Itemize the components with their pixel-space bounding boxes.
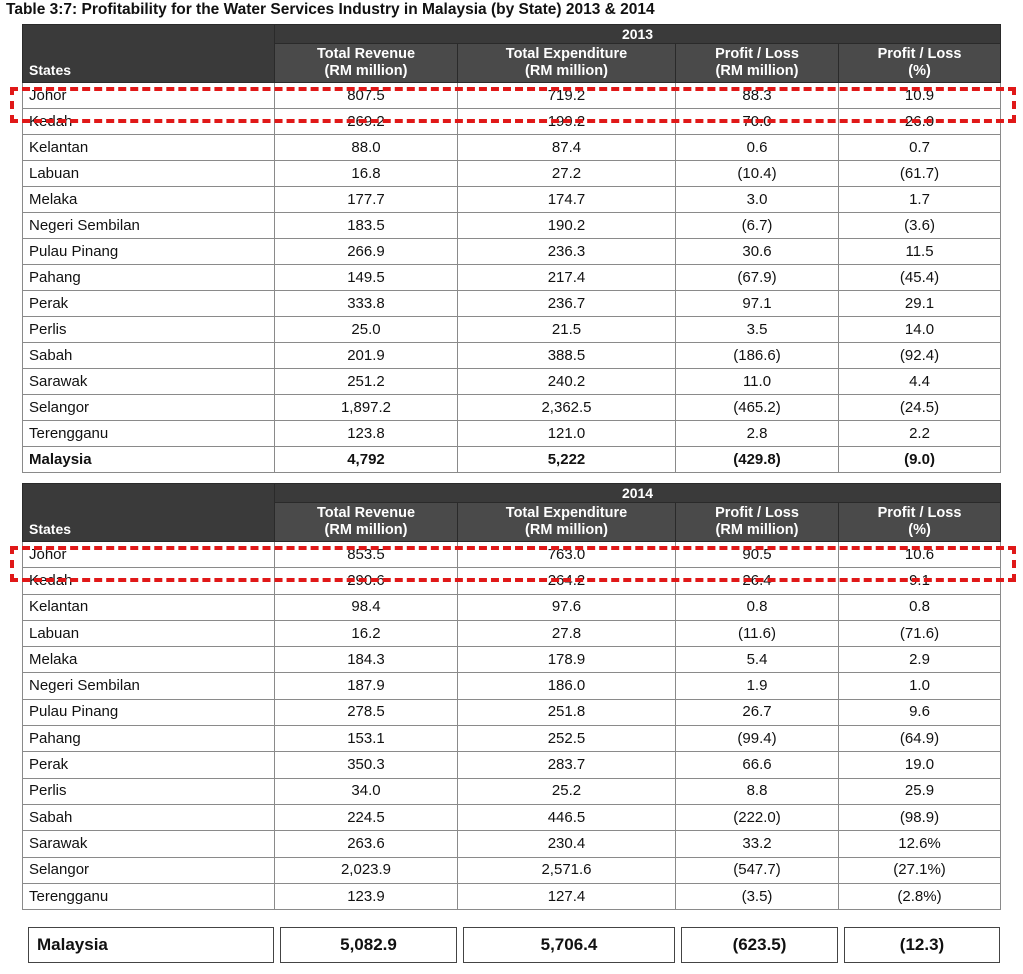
revenue-cell: 333.8 [275, 291, 458, 317]
revenue-cell: 224.5 [275, 804, 458, 830]
profit-rm-cell: 33.2 [676, 831, 839, 857]
profit-rm-cell: 1.9 [676, 673, 839, 699]
profit-pct-cell: 12.6% [839, 831, 1001, 857]
expenditure-cell: 186.0 [458, 673, 676, 699]
profit-rm-cell: 2.8 [676, 421, 839, 447]
table-row [23, 594, 1001, 620]
expenditure-cell: 264.2 [458, 568, 676, 594]
expenditure-header: Total Expenditure (RM million) [458, 44, 676, 83]
table-row [23, 187, 1001, 213]
table-row [23, 883, 1001, 909]
table-row [23, 317, 1001, 343]
expenditure-cell: 174.7 [458, 187, 676, 213]
expenditure-cell: 446.5 [458, 804, 676, 830]
profit-pct-header: Profit / Loss (%) [839, 44, 1001, 83]
profit-pct-cell: 4.4 [839, 369, 1001, 395]
profit-rm-cell: 30.6 [676, 239, 839, 265]
table-row [23, 542, 1001, 568]
profit-pct-cell: (98.9) [839, 804, 1001, 830]
revenue-cell: 34.0 [275, 778, 458, 804]
revenue-cell: 177.7 [275, 187, 458, 213]
revenue-header: Total Revenue (RM million) [275, 44, 458, 83]
revenue-cell: 278.5 [275, 699, 458, 725]
profit-rm-cell: (3.5) [676, 883, 839, 909]
state-cell: Pahang [23, 265, 275, 291]
profit-rm-cell: 97.1 [676, 291, 839, 317]
profit-pct-cell: 29.1 [839, 291, 1001, 317]
state-cell: Pulau Pinang [23, 239, 275, 265]
profit-rm-cell: (547.7) [676, 857, 839, 883]
total-profit-rm-cell: (623.5) [681, 927, 838, 963]
revenue-cell: 187.9 [275, 673, 458, 699]
state-cell: Melaka [23, 647, 275, 673]
profit-pct-cell: 1.0 [839, 673, 1001, 699]
revenue-cell: 266.9 [275, 239, 458, 265]
profit-pct-cell: 2.9 [839, 647, 1001, 673]
total-row [23, 447, 1001, 473]
profit-pct-cell: 9.1 [839, 568, 1001, 594]
malaysia-total-2014 [22, 927, 1006, 963]
total-revenue-cell: 4,792 [275, 447, 458, 473]
table-row [23, 804, 1001, 830]
revenue-cell: 149.5 [275, 265, 458, 291]
table-2013-body [23, 25, 1001, 473]
profit-rm-cell: (99.4) [676, 726, 839, 752]
total-profit-pct-cell: (12.3) [844, 927, 1000, 963]
expenditure-cell: 283.7 [458, 752, 676, 778]
table-row [23, 620, 1001, 646]
table-row [23, 213, 1001, 239]
expenditure-cell: 719.2 [458, 83, 676, 109]
state-cell: Pulau Pinang [23, 699, 275, 725]
table-row [23, 343, 1001, 369]
expenditure-cell: 763.0 [458, 542, 676, 568]
table-row [23, 83, 1001, 109]
expenditure-cell: 199.2 [458, 109, 676, 135]
table-2014-body [23, 484, 1001, 910]
expenditure-cell: 127.4 [458, 883, 676, 909]
revenue-cell: 807.5 [275, 83, 458, 109]
profit-rm-cell: 3.5 [676, 317, 839, 343]
expenditure-cell: 21.5 [458, 317, 676, 343]
profit-rm-cell: 0.8 [676, 594, 839, 620]
state-cell: Labuan [23, 620, 275, 646]
table-2013 [22, 24, 1001, 473]
profit-rm-cell: (67.9) [676, 265, 839, 291]
expenditure-cell: 217.4 [458, 265, 676, 291]
state-cell: Pahang [23, 726, 275, 752]
revenue-cell: 853.5 [275, 542, 458, 568]
revenue-cell: 183.5 [275, 213, 458, 239]
table-row [23, 778, 1001, 804]
profit-rm-cell: (222.0) [676, 804, 839, 830]
state-cell: Negeri Sembilan [23, 213, 275, 239]
states-header: States [23, 25, 275, 83]
revenue-header: Total Revenue (RM million) [275, 503, 458, 542]
revenue-cell: 88.0 [275, 135, 458, 161]
expenditure-cell: 388.5 [458, 343, 676, 369]
profit-pct-cell: 2.2 [839, 421, 1001, 447]
year-header-row [23, 25, 1001, 44]
expenditure-cell: 230.4 [458, 831, 676, 857]
states-header: States [23, 484, 275, 542]
year-label: 2013 [275, 25, 1001, 44]
state-cell: Terengganu [23, 421, 275, 447]
profit-rm-cell: 70.0 [676, 109, 839, 135]
table-title: Table 3:7: Profitability for the Water Services Industry in Malaysia (by State) 2013 & 2014 [6, 1, 655, 18]
table-row [23, 369, 1001, 395]
profit-pct-cell: (64.9) [839, 726, 1001, 752]
table-row [23, 135, 1001, 161]
table-row [23, 857, 1001, 883]
profit-rm-cell: 90.5 [676, 542, 839, 568]
total-state-cell: Malaysia [23, 447, 275, 473]
profit-rm-cell: 26.7 [676, 699, 839, 725]
table-2014 [22, 483, 1001, 910]
expenditure-cell: 25.2 [458, 778, 676, 804]
revenue-cell: 16.2 [275, 620, 458, 646]
table-row [23, 647, 1001, 673]
table-row [23, 421, 1001, 447]
expenditure-cell: 121.0 [458, 421, 676, 447]
state-cell: Johor [23, 542, 275, 568]
total-profit-rm-cell: (429.8) [676, 447, 839, 473]
profit-pct-cell: 25.9 [839, 778, 1001, 804]
profit-pct-cell: (92.4) [839, 343, 1001, 369]
profit-pct-cell: (61.7) [839, 161, 1001, 187]
profit-pct-cell: (24.5) [839, 395, 1001, 421]
table-row [23, 752, 1001, 778]
revenue-cell: 290.6 [275, 568, 458, 594]
state-cell: Perak [23, 291, 275, 317]
revenue-cell: 25.0 [275, 317, 458, 343]
profit-rm-cell: 3.0 [676, 187, 839, 213]
expenditure-header: Total Expenditure (RM million) [458, 503, 676, 542]
expenditure-cell: 236.7 [458, 291, 676, 317]
expenditure-cell: 27.2 [458, 161, 676, 187]
table-row [23, 831, 1001, 857]
table-row [23, 726, 1001, 752]
total-row [28, 927, 1000, 963]
state-cell: Perlis [23, 317, 275, 343]
profit-pct-cell: 19.0 [839, 752, 1001, 778]
profit-rm-cell: (11.6) [676, 620, 839, 646]
expenditure-cell: 178.9 [458, 647, 676, 673]
table-row [23, 109, 1001, 135]
year-header-row [23, 484, 1001, 503]
total-expenditure-cell: 5,706.4 [463, 927, 675, 963]
table-row [23, 395, 1001, 421]
total-revenue-cell: 5,082.9 [280, 927, 457, 963]
profit-rm-cell: (465.2) [676, 395, 839, 421]
expenditure-cell: 236.3 [458, 239, 676, 265]
expenditure-cell: 27.8 [458, 620, 676, 646]
revenue-cell: 184.3 [275, 647, 458, 673]
state-cell: Kedah [23, 568, 275, 594]
profit-rm-cell: (186.6) [676, 343, 839, 369]
state-cell: Labuan [23, 161, 275, 187]
state-cell: Perak [23, 752, 275, 778]
profit-pct-cell: 0.8 [839, 594, 1001, 620]
profit-rm-cell: 66.6 [676, 752, 839, 778]
revenue-cell: 201.9 [275, 343, 458, 369]
revenue-cell: 123.9 [275, 883, 458, 909]
table-row [23, 291, 1001, 317]
table-row [23, 699, 1001, 725]
revenue-cell: 251.2 [275, 369, 458, 395]
profit-pct-cell: 1.7 [839, 187, 1001, 213]
profit-pct-cell: 10.9 [839, 83, 1001, 109]
state-cell: Selangor [23, 395, 275, 421]
state-cell: Johor [23, 83, 275, 109]
total-expenditure-cell: 5,222 [458, 447, 676, 473]
profit-rm-cell: 88.3 [676, 83, 839, 109]
state-cell: Sabah [23, 343, 275, 369]
state-cell: Melaka [23, 187, 275, 213]
profit-pct-header: Profit / Loss (%) [839, 503, 1001, 542]
state-cell: Sarawak [23, 369, 275, 395]
expenditure-cell: 87.4 [458, 135, 676, 161]
expenditure-cell: 251.8 [458, 699, 676, 725]
revenue-cell: 2,023.9 [275, 857, 458, 883]
total-profit-pct-cell: (9.0) [839, 447, 1001, 473]
state-cell: Terengganu [23, 883, 275, 909]
profit-pct-cell: (2.8%) [839, 883, 1001, 909]
revenue-cell: 98.4 [275, 594, 458, 620]
profit-pct-cell: 11.5 [839, 239, 1001, 265]
profit-rm-cell: (10.4) [676, 161, 839, 187]
state-cell: Selangor [23, 857, 275, 883]
table-row [23, 568, 1001, 594]
profit-pct-cell: (27.1%) [839, 857, 1001, 883]
profit-rm-cell: 11.0 [676, 369, 839, 395]
profit-pct-cell: 10.6 [839, 542, 1001, 568]
table-row [23, 673, 1001, 699]
state-cell: Perlis [23, 778, 275, 804]
profit-rm-header: Profit / Loss (RM million) [676, 44, 839, 83]
profit-rm-header: Profit / Loss (RM million) [676, 503, 839, 542]
profit-pct-cell: 0.7 [839, 135, 1001, 161]
state-cell: Kelantan [23, 135, 275, 161]
table-row [23, 239, 1001, 265]
revenue-cell: 16.8 [275, 161, 458, 187]
profit-pct-cell: (3.6) [839, 213, 1001, 239]
revenue-cell: 123.8 [275, 421, 458, 447]
profit-pct-cell: 9.6 [839, 699, 1001, 725]
state-cell: Sarawak [23, 831, 275, 857]
table-row [23, 265, 1001, 291]
profit-pct-cell: (45.4) [839, 265, 1001, 291]
revenue-cell: 269.2 [275, 109, 458, 135]
profit-rm-cell: 0.6 [676, 135, 839, 161]
state-cell: Sabah [23, 804, 275, 830]
state-cell: Kedah [23, 109, 275, 135]
revenue-cell: 350.3 [275, 752, 458, 778]
profit-pct-cell: 14.0 [839, 317, 1001, 343]
state-cell: Kelantan [23, 594, 275, 620]
year-label: 2014 [275, 484, 1001, 503]
profit-rm-cell: 26.4 [676, 568, 839, 594]
expenditure-cell: 2,362.5 [458, 395, 676, 421]
profit-rm-cell: 5.4 [676, 647, 839, 673]
revenue-cell: 1,897.2 [275, 395, 458, 421]
revenue-cell: 153.1 [275, 726, 458, 752]
profit-rm-cell: (6.7) [676, 213, 839, 239]
total-state-cell: Malaysia [28, 927, 274, 963]
expenditure-cell: 252.5 [458, 726, 676, 752]
expenditure-cell: 190.2 [458, 213, 676, 239]
profit-rm-cell: 8.8 [676, 778, 839, 804]
state-cell: Negeri Sembilan [23, 673, 275, 699]
expenditure-cell: 2,571.6 [458, 857, 676, 883]
table-row [23, 161, 1001, 187]
expenditure-cell: 240.2 [458, 369, 676, 395]
profit-pct-cell: 26.0 [839, 109, 1001, 135]
revenue-cell: 263.6 [275, 831, 458, 857]
profit-pct-cell: (71.6) [839, 620, 1001, 646]
expenditure-cell: 97.6 [458, 594, 676, 620]
